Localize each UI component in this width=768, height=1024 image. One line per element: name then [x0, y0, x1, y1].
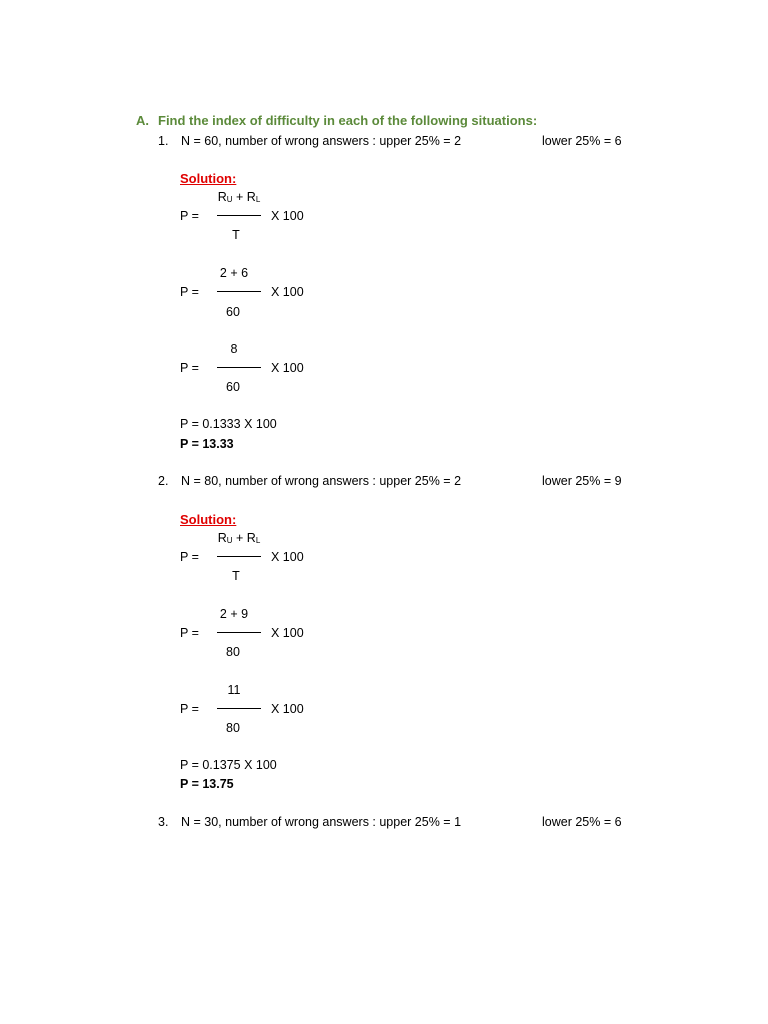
p-label: P =: [180, 550, 199, 564]
step-denominator: 80: [226, 721, 240, 735]
section-letter: A.: [136, 113, 149, 128]
problem-statement: N = 60, number of wrong answers : upper 25% = 2: [181, 134, 462, 148]
p-label: P =: [180, 626, 199, 640]
times-100: X 100: [271, 626, 304, 640]
times-100: X 100: [271, 702, 304, 716]
problem-number: 1.: [158, 134, 169, 148]
fraction-bar: [217, 367, 261, 368]
problem-lower: lower 25% = 9: [542, 474, 622, 488]
problem-statement: N = 30, number of wrong answers : upper 25% = 1: [181, 815, 462, 829]
problem-statement: N = 80, number of wrong answers : upper 25% = 2: [181, 474, 462, 488]
formula-numerator: $R_U + R_L$: [217, 531, 261, 545]
problem-number: 3.: [158, 815, 169, 829]
fraction-bar: [217, 556, 261, 557]
problem-lower: lower 25% = 6: [542, 134, 622, 148]
step-denominator: 60: [226, 305, 240, 319]
step-denominator: 60: [226, 380, 240, 394]
step-numerator: 2 + 9: [219, 607, 249, 621]
solution-label: Solution:: [180, 171, 237, 186]
times-100: X 100: [271, 209, 304, 223]
step-numerator: 8: [230, 342, 238, 356]
p-label: P =: [180, 285, 199, 299]
formula-denominator: T: [232, 228, 240, 242]
p-label: P =: [180, 702, 199, 716]
times-100: X 100: [271, 285, 304, 299]
step-denominator: 80: [226, 645, 240, 659]
section-title: Find the index of difficulty in each of the following situations:: [158, 113, 538, 128]
fraction-bar: [217, 215, 261, 216]
problem-number: 2.: [158, 474, 169, 488]
step-product: P = 0.1375 X 100: [180, 758, 277, 772]
formula-denominator: T: [232, 569, 240, 583]
fraction-bar: [217, 291, 261, 292]
formula-numerator: $R_U + R_L$: [217, 190, 261, 204]
times-100: X 100: [271, 361, 304, 375]
step-product: P = 0.1333 X 100: [180, 417, 277, 431]
solution-label: Solution:: [180, 512, 237, 527]
step-numerator: 2 + 6: [219, 266, 249, 280]
problem-lower: lower 25% = 6: [542, 815, 622, 829]
fraction-bar: [217, 708, 261, 709]
fraction-bar: [217, 632, 261, 633]
final-answer: P = 13.75: [180, 777, 234, 791]
times-100: X 100: [271, 550, 304, 564]
p-label: P =: [180, 209, 199, 223]
final-answer: P = 13.33: [180, 437, 234, 451]
p-label: P =: [180, 361, 199, 375]
step-numerator: 11: [227, 683, 241, 697]
